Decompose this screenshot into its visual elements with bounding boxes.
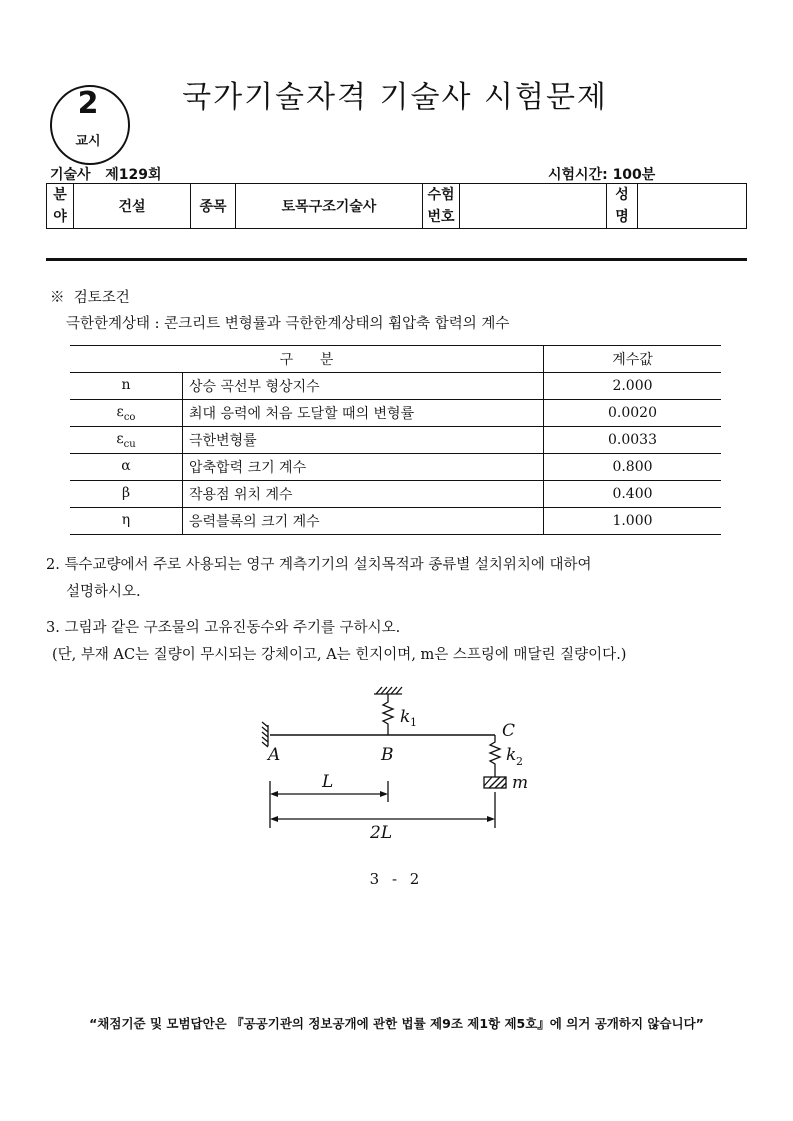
spring-k2-icon [490,735,500,777]
coef-desc: 응력블록의 크기 계수 [183,508,544,535]
coef-value: 0.800 [544,454,722,481]
coef-symbol: β [70,481,183,508]
exam-time: 시험시간: 100분 [548,167,656,183]
table-row [70,481,721,508]
coef-symbol: η [70,508,183,535]
session-number: 2 [77,86,99,121]
exam-info-table [46,183,747,229]
label-k2-sub: 2 [516,755,523,768]
label-k1-sub: 1 [410,716,417,729]
dim-2l-label: 2L [370,823,393,843]
coef-value: 1.000 [544,508,722,535]
table-row [70,508,721,535]
table-row [70,400,721,427]
coef-symbol: $\varepsilon_{co}$ [70,400,183,427]
label-c: C [502,721,516,741]
question-3-line-2: (단, 부재 AC는 질량이 무시되는 강체이고, A는 힌지이며, m은 스프링에 매달린 질량이다.) [52,647,627,663]
label-a: A [268,745,281,765]
footer-notice: “채점기준 및 모범답안은 『공공기관의 정보공개에 관한 법률 제9조 제1항 제5호』에 의거 공개하지 않습니다” [89,1016,704,1031]
session-label: 교시 [75,134,101,149]
coef-desc: 극한변형률 [183,427,544,454]
coefficient-table [70,345,721,535]
review-heading: ※ 검토조건 [50,290,130,306]
coef-symbol: $\varepsilon_{cu}$ [70,427,183,454]
question-2-line-2: 설명하시오. [66,584,141,600]
hatch-left-icon [262,722,268,747]
coef-header-right: 계수값 [544,346,722,373]
label-k2: k [506,745,517,765]
name-field[interactable] [638,184,747,229]
spring-k1-icon [383,694,393,735]
field-value: 건설 [74,184,191,229]
label-k1: k [400,707,411,727]
dim-l-label: L [322,772,334,792]
label-b: B [381,745,394,765]
question-3-line-1: 3. 그림과 같은 구조물의 고유진동수와 주기를 구하시오. [46,620,401,636]
exam-round: 기술사 제129회 [50,167,162,183]
field-label: 분야 [47,184,74,229]
coef-desc: 상승 곡선부 형상지수 [183,373,544,400]
question-2-line-1: 2. 특수교량에서 주로 사용되는 영구 계측기기의 설치목적과 종류별 설치위치에 대하여 [46,557,592,573]
category-label: 종목 [191,184,236,229]
coef-value: 0.400 [544,481,722,508]
coef-value: 2.000 [544,373,722,400]
coef-value: 0.0020 [544,400,722,427]
table-row [70,454,721,481]
label-m: m [512,773,529,793]
review-subtitle: 극한한계상태 : 콘크리트 변형률과 극한한계상태의 휨압축 합력의 계수 [66,316,510,332]
coef-symbol: n [70,373,183,400]
hatch-top-icon [376,687,402,694]
page-number: 3 - 2 [369,870,424,888]
table-row [70,373,721,400]
coef-desc: 작용점 위치 계수 [183,481,544,508]
coef-desc: 최대 응력에 처음 도달할 때의 변형률 [183,400,544,427]
coef-value: 0.0033 [544,427,722,454]
category-value: 토목구조기술사 [236,184,423,229]
coef-header-left: 구 분 [70,346,544,373]
coef-symbol: α [70,454,183,481]
coef-header-row [70,346,721,373]
header-divider [46,258,747,261]
mass-hatch-icon [484,777,506,788]
name-label: 성명 [607,184,638,229]
coef-desc: 압축합력 크기 계수 [183,454,544,481]
structure-figure [240,680,560,850]
page-title: 국가기술자격 기술사 시험문제 [182,80,608,115]
exam-no-label: 수험번호 [423,184,460,229]
exam-no-field[interactable] [460,184,607,229]
table-row [70,427,721,454]
